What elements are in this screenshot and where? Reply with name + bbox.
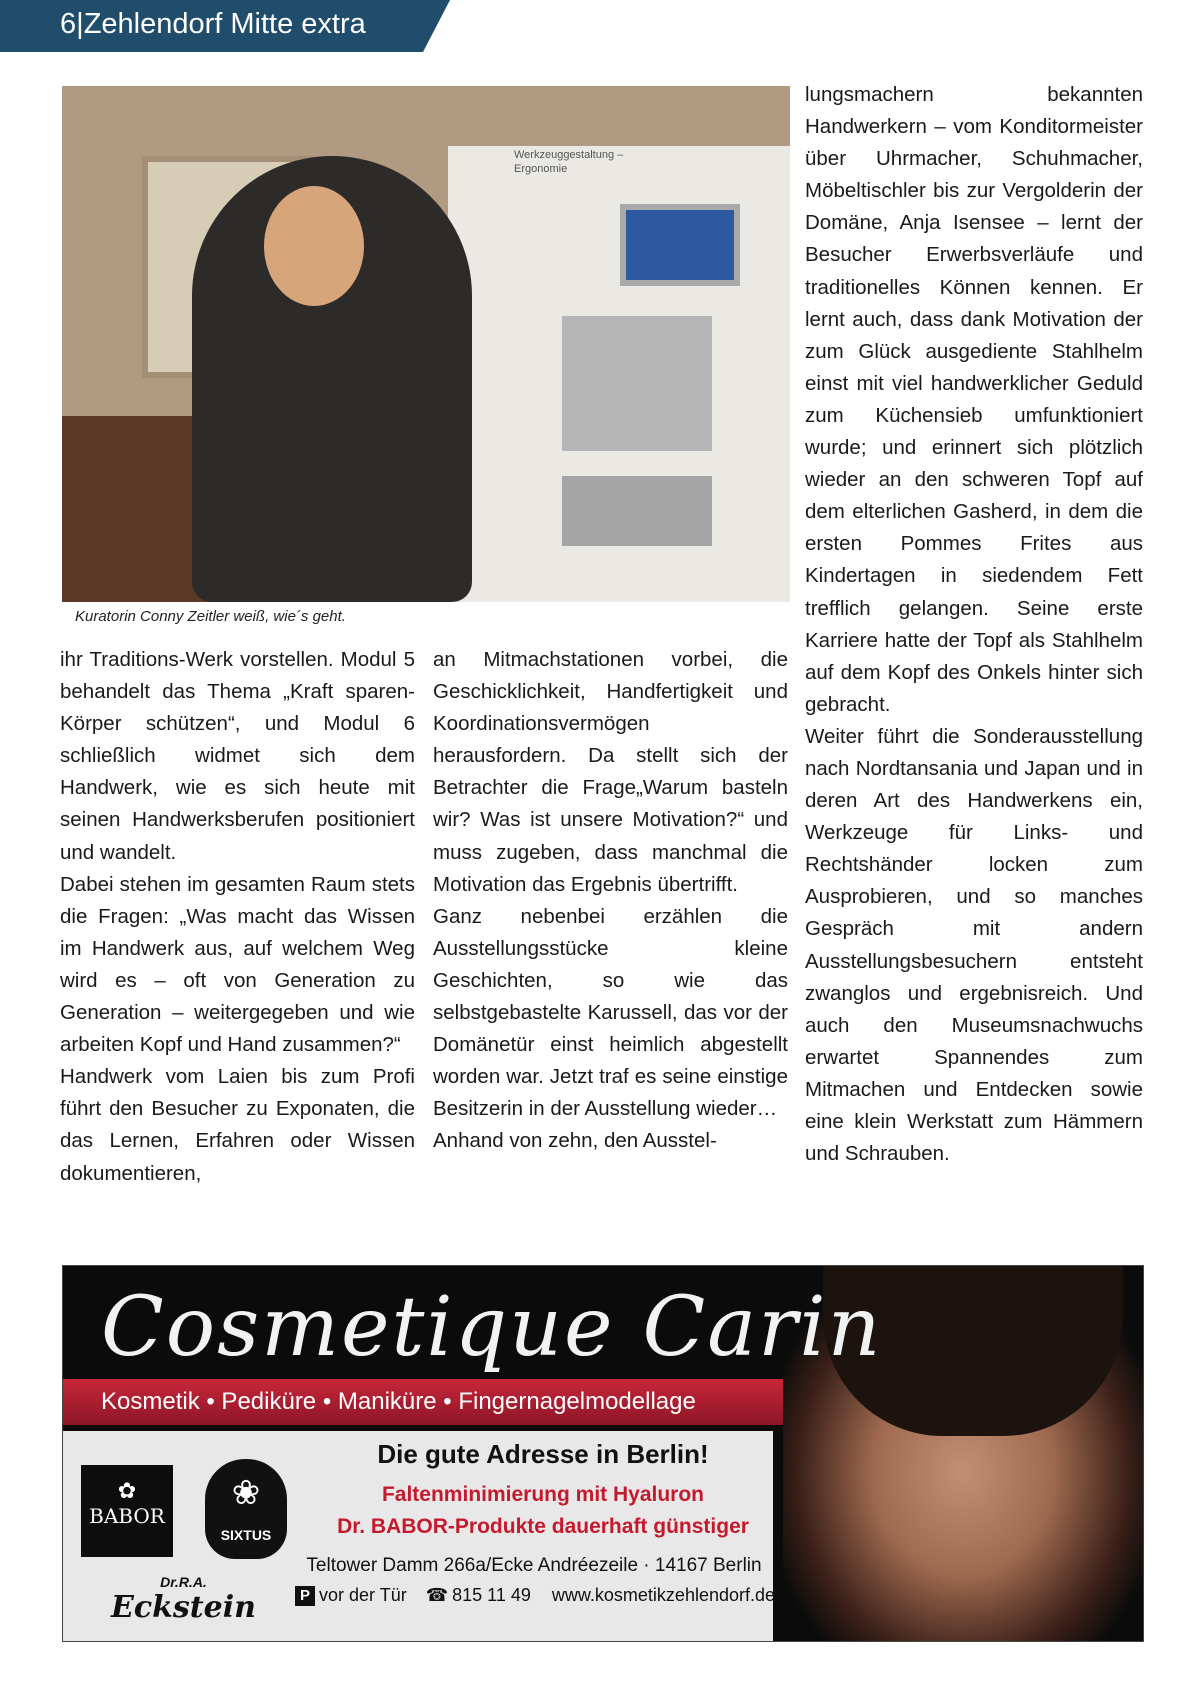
photo-exhibit-plate-lower: [562, 476, 712, 546]
paragraph: Ganz nebenbei erzählen die Ausstellungsstücke kleine Geschichten, so wie das selbstgebastelte Karussell, das vor der Domänetür einst heimlich abgestellt worden war. Jetzt traf es seine einstige Besitzerin in der Ausstellung wieder…: [433, 904, 788, 1121]
eckstein-logo: [111, 1574, 256, 1625]
ad-services-banner: Kosmetik • Pediküre • Maniküre • Fingernagelmodellage: [63, 1379, 783, 1425]
babor-logo-text: BABOR: [89, 1504, 165, 1528]
paragraph: Weiter führt die Sonderausstellung nach Nordtansania und Japan und in deren Art des Handwerkens ein, Werkzeuge für Links- und Rechtshänder locken zum Ausprobieren, und so manches Gespräch mit andern Ausstellungsbesuchern entsteht zwanglos und ergebnisreich. Und auch den Museumsnachwuchs erwartet Spannendes zum Mitmachen und Entdecken sowie eine klein Werkstatt zum Hämmern und Schrauben.: [805, 724, 1143, 1166]
paragraph: Anhand von zehn, den Ausstel-: [433, 1129, 717, 1153]
eckstein-logo-text: Eckstein: [111, 1590, 256, 1625]
paragraph: Dabei stehen im gesamten Raum stets die Fragen: „Was macht das Wissen im Handwerk aus, auf welchem Weg wird es – oft von Generation zu Generation – weitergegeben und wie arbeiten Kopf und Hand zusammen?“: [60, 872, 415, 1057]
rose-icon: ✿: [117, 1479, 137, 1504]
sixtus-logo: [205, 1459, 287, 1559]
article-column-1: [60, 644, 415, 1190]
ad-feature-hyaluron: Faltenminimierung mit Hyaluron: [381, 1483, 705, 1506]
photo-exhibit-sign: Werkzeuggestaltung – Ergonomie: [514, 149, 624, 175]
ad-phone: 815 11 49: [452, 1585, 531, 1605]
ad-info-panel: [63, 1431, 776, 1641]
sixtus-logo-text: SIXTUS: [220, 1527, 272, 1543]
header-separator: |: [76, 8, 84, 40]
ad-partner-logos: [81, 1449, 311, 1629]
photo-caption: Kuratorin Conny Zeitler weiß, wie´s geht.: [75, 608, 346, 625]
ad-website: www.kosmetikzehlendorf.de: [551, 1585, 776, 1605]
ad-feature-babor: Dr. BABOR-Produkte dauerhaft günstiger: [337, 1515, 749, 1538]
ad-parking: vor der Tür: [319, 1585, 407, 1605]
paragraph: an Mitmachstationen vorbei, die Geschicklichkeit, Handfertigkeit und Koordinationsvermögen herausfordern. Da stellt sich der Betrachter die Frage„Warum basteln wir? Was ist unsere Motivation?“ und muss zugeben, dass manchmal die Motivation das Ergebnis übertrifft.: [433, 648, 788, 896]
ad-address: Teltower Damm 266a/Ecke Andréezeile · 14167 Berlin: [306, 1555, 762, 1576]
section-header: [60, 8, 366, 41]
page-number: 6: [60, 8, 77, 40]
paragraph: ihr Traditions-Werk vorstellen. Modul 5 behandelt das Thema „Kraft sparen- Körper schützen“, und Modul 6 schließlich widmet sich dem Handwerk, wie es sich heute mit seinen Handwerksberufen positioniert und wandelt.: [60, 648, 415, 864]
exhibition-photo: [62, 86, 790, 602]
advertisement: [62, 1265, 1144, 1642]
phone-icon: ☎: [425, 1585, 449, 1605]
parking-icon: P: [295, 1586, 315, 1606]
babor-logo: [81, 1465, 173, 1557]
eckstein-logo-prefix: Dr.R.A.: [160, 1574, 207, 1590]
article-column-2: [433, 644, 788, 1158]
edelweiss-icon: ❀: [231, 1474, 261, 1512]
ad-tagline: Die gute Adresse in Berlin!: [377, 1439, 709, 1469]
ad-brand-name: Cosmetique Carin: [101, 1280, 883, 1375]
photo-exhibit-plate: [562, 316, 712, 451]
photo-person-head: [264, 186, 364, 306]
section-title: Zehlendorf Mitte extra: [83, 8, 366, 40]
article-column-3: [805, 79, 1143, 1170]
paragraph: lungsmachern bekannten Handwerkern – vom Konditormeister über Uhrmacher, Schuhmacher, Möbeltischler bis zur Vergolderin der Domäne, Anja Isensee – lernt der Besucher Erwerbsverläufe und traditionelles Können kennen. Er lernt auch, dass dank Motivation der zum Glück ausgediente Stahlhelm einst mit viel handwerklicher Geduld zum Küchensieb umfunktioniert wurde; und erinnert sich plötzlich wieder an den schweren Topf auf dem elterlichen Gasherd, in dem die ersten Pommes Frites aus Kindertagen in siedendem Fett trefflich gelangen. Seine erste Karriere hatte der Topf als Stahlhelm auf dem Kopf des Onkels hinter sich gebracht.: [805, 83, 1143, 716]
ad-contact-line: [295, 1585, 776, 1606]
paragraph: Handwerk vom Laien bis zum Profi führt den Besucher zu Exponaten, die das Lernen, Erfahren oder Wissen dokumentieren,: [60, 1065, 415, 1185]
photo-exhibit-screen: [620, 204, 740, 286]
